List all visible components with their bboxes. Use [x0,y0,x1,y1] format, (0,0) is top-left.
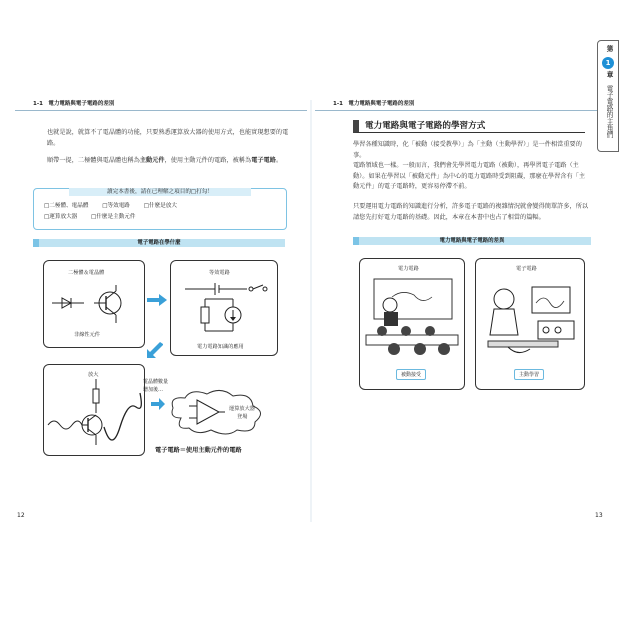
diode-transistor-box [43,260,145,348]
left-paragraph-2: 順帶一提，二極體與電晶體也稱為主動元件，使用主動元件的電路，被稱為電子電路。 [47,157,283,164]
arrow-right-icon [147,294,167,306]
page-gutter [310,100,312,522]
checklist-title: 讀完本書後，請在已理解之項目的□打勾！ [69,188,251,196]
classroom-illustration [362,275,462,365]
right-heading: 電力電路與電子電路的學習方式 [353,120,585,133]
panel2-caption: 主動學習 [514,369,544,380]
chapter-label: 第 [605,45,613,52]
opamp-label-1: 運算放大器 [229,406,255,412]
right-running-header [315,100,607,111]
left-header-text: 1-1 電力電路與電子電路的差別 [33,101,115,107]
opamp-label-2: 登場 [237,414,248,420]
left-paragraph-1: 也就是說，就算不了電晶體的功能，只要熟悉運算放大器的使用方式，也能實現想要的電路。 [47,129,289,147]
right-page-number: 13 [595,512,603,519]
right-section-bar: 電力電路與電子電路的差異 [353,237,591,245]
left-page [15,100,307,522]
chapter-title: 電子電路的主角們 [605,85,613,138]
note-line-1: 電晶體數量 [143,379,169,385]
book-spread [15,100,607,522]
panel1-title: 電力電路 [398,266,419,272]
chapter-suffix: 章 [605,71,613,78]
checklist-panel [33,188,287,230]
left-page-number: 12 [17,512,25,519]
panel1-caption: 被動接受 [396,369,426,380]
electronic-circuit-panel [475,258,585,390]
left-running-header [15,100,307,111]
chapter-number-badge: 1 [602,57,614,69]
checklist-item: □等效電路 [102,203,130,209]
diode-transistor-symbol [44,279,144,339]
left-section-bar: 電子電路在學什麼 [33,239,285,247]
right-paragraph-3: 只要運用電力電路的知識進行分析，許多電子電路的複雜情況就會變得簡單許多，所以請您先打好電力電路的基礎。因此，本章在本書中也占了相當的篇幅。 [353,203,589,221]
checklist-item: □二極體、電晶體 [44,203,89,209]
checklist-item: □什麼是放大 [143,203,177,209]
panel2-title: 電子電路 [516,266,537,272]
amplification-box [43,364,145,456]
right-paragraph-1: 學習各種知識時，化「被動（接受教學）」為「主動（主動學習）」是一件相當重要的事。 [353,141,582,159]
box3-title: 放大 [88,372,99,378]
equivalent-circuit-box [170,260,278,356]
checklist-item: □什麼是主動元件 [91,214,136,220]
checklist-row-1 [44,201,177,209]
checklist-item: □運算放大器 [44,214,78,220]
checklist-row-2 [44,212,136,220]
opamp-cloud-graphic [167,388,279,436]
lab-illustration [478,275,582,365]
equivalent-circuit-symbol [171,277,277,341]
box2-title: 等效電路 [209,270,230,276]
box2-caption: 電力電路知識的應用 [197,344,244,350]
box1-caption: 非線性元件 [74,332,100,338]
figure-summary: 電子電路＝使用主動元件的電路 [155,447,242,454]
electric-circuit-panel [359,258,465,390]
right-page [315,100,607,522]
right-header-text: 1-1 電力電路與電子電路的差別 [333,101,415,107]
chapter-side-tab [597,40,619,152]
arrow-down-left-icon [147,342,163,358]
arrow-right-icon [151,398,165,410]
right-paragraph-2: 電路領域也一樣。一般而言，我們會先學習電力電路（被動），再學習電子電路（主動）。如果在學習以「被動元件」為中心的電力電路時受到阻礙，那麼在學習含有「主動元件」的電子電路時，更容易停滯不前。 [353,162,586,190]
box1-title: 二極體＆電晶體 [68,270,105,276]
note-line-2: 增加後… [143,387,164,393]
amplifier-waveform-graphic [44,373,144,453]
